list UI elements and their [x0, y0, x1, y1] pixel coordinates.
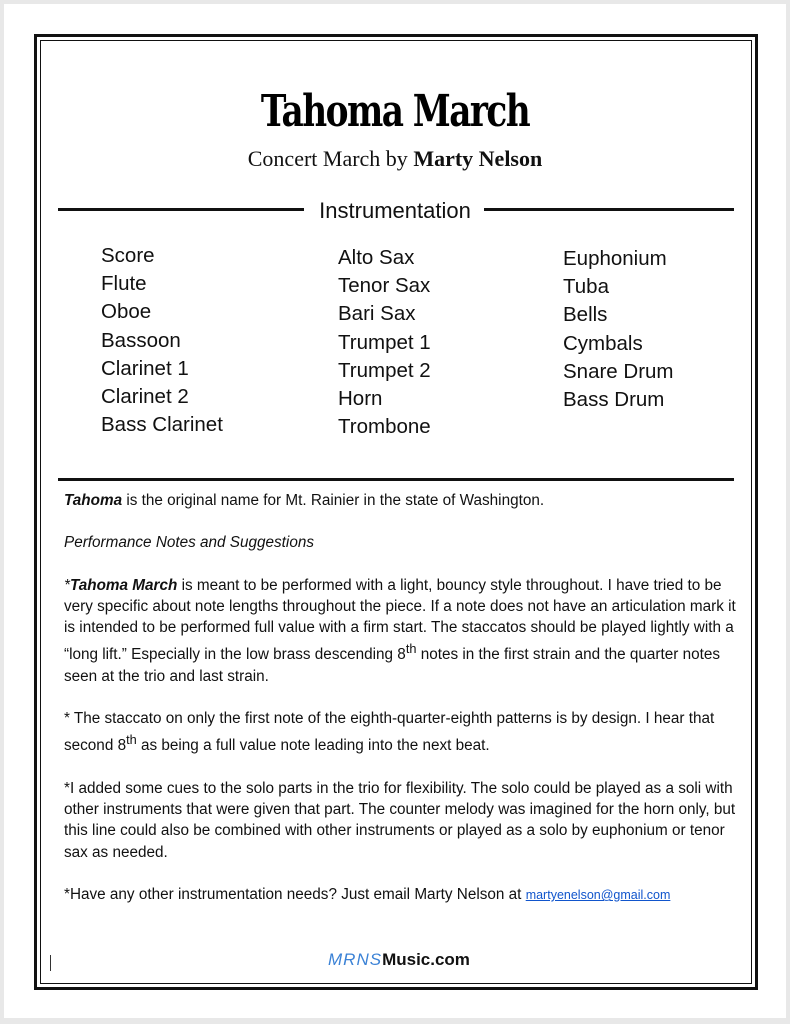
- section-divider: [58, 478, 734, 481]
- p1-text: is meant to be performed with a light, bouncy style throughout. I have tried to be very specific about note lengths throughout the piece. If a note does not have an articulation mark it is intended to be performed full value with a firm start. The staccatos should be played lightly with a “long lift.” Especially in the low brass descending 8: [64, 576, 736, 664]
- instrument-column-3: [563, 245, 674, 414]
- p4-text: *Have any other instrumentation needs? Just email Marty Nelson at: [64, 886, 526, 904]
- instrument-item: Alto Sax: [338, 246, 415, 269]
- p2-text-2: as being a full value note leading into the next beat.: [136, 737, 490, 755]
- paragraph-3: *I added some cues to the solo parts in the trio for flexibility. The solo could be played as a soli with other instruments that were given that part. The counter melody was imagined for the horn only, but this line could also be combined with other instruments or played as a solo by euphonium or tenor sax as needed.: [64, 779, 736, 861]
- instrument-column-2: [338, 244, 431, 441]
- instrument-item: Bassoon: [101, 328, 181, 352]
- instrumentation-heading: Instrumentation: [319, 198, 471, 223]
- instrument-item: Trumpet 2: [338, 358, 431, 382]
- notes-heading: [64, 532, 744, 553]
- logo-music: Music.com: [382, 950, 470, 969]
- p1-star: *: [64, 576, 70, 594]
- instrument-item: Oboe: [101, 300, 152, 324]
- instrument-item: Euphonium: [563, 247, 667, 270]
- subtitle: [0, 146, 790, 172]
- p2-sup: th: [126, 732, 137, 748]
- site-logo[interactable]: [328, 950, 470, 970]
- p1-sup: th: [405, 641, 417, 657]
- paragraph-2: [64, 708, 744, 757]
- text-cursor: [50, 955, 51, 971]
- p1-text-2: notes in the first strain and the quarter notes seen at the trio and last strain.: [64, 646, 721, 685]
- notes-heading-text: Performance Notes and Suggestions: [64, 534, 314, 552]
- instrument-item: Tuba: [563, 275, 609, 299]
- paragraph-4: [64, 884, 744, 906]
- subtitle-prefix: Concert March by: [247, 146, 414, 171]
- intro-paragraph: [64, 490, 744, 511]
- instrument-item: Clarinet 1: [101, 356, 189, 380]
- instrument-item: Tenor Sax: [338, 274, 431, 298]
- p2-text: * The staccato on only the first note of the eighth-quarter-eighth patterns is by design. I hear that second 8: [64, 710, 715, 755]
- instrument-item: Bass Clarinet: [101, 413, 223, 437]
- logo-mrns: MRNS: [328, 950, 383, 969]
- intro-bold: Tahoma: [64, 492, 123, 509]
- instrument-item: Trombone: [338, 415, 431, 439]
- instrument-item: Snare Drum: [563, 359, 674, 383]
- instrument-item: Bells: [563, 303, 608, 327]
- email-link[interactable]: martyenelson@gmail.com: [525, 888, 671, 903]
- intro-text: is the original name for Mt. Rainier in the state of Washington.: [122, 492, 545, 509]
- composer-name: Marty Nelson: [413, 146, 543, 171]
- p1-bold: Tahoma March: [69, 576, 178, 594]
- instrument-item: Flute: [101, 272, 147, 296]
- paragraph-1: [64, 575, 744, 688]
- instrument-item: Cymbals: [563, 331, 643, 355]
- page-title: Tahoma March: [260, 86, 530, 137]
- instrument-item: Bari Sax: [338, 302, 416, 326]
- instrument-item: Bass Drum: [563, 388, 665, 412]
- instrument-item: Trumpet 1: [338, 330, 431, 354]
- instrument-column-1: [101, 242, 223, 439]
- notes-body: [64, 490, 744, 927]
- instrument-item: Score: [101, 244, 155, 267]
- instrument-item: Clarinet 2: [101, 385, 189, 409]
- instrument-item: Horn: [338, 387, 383, 411]
